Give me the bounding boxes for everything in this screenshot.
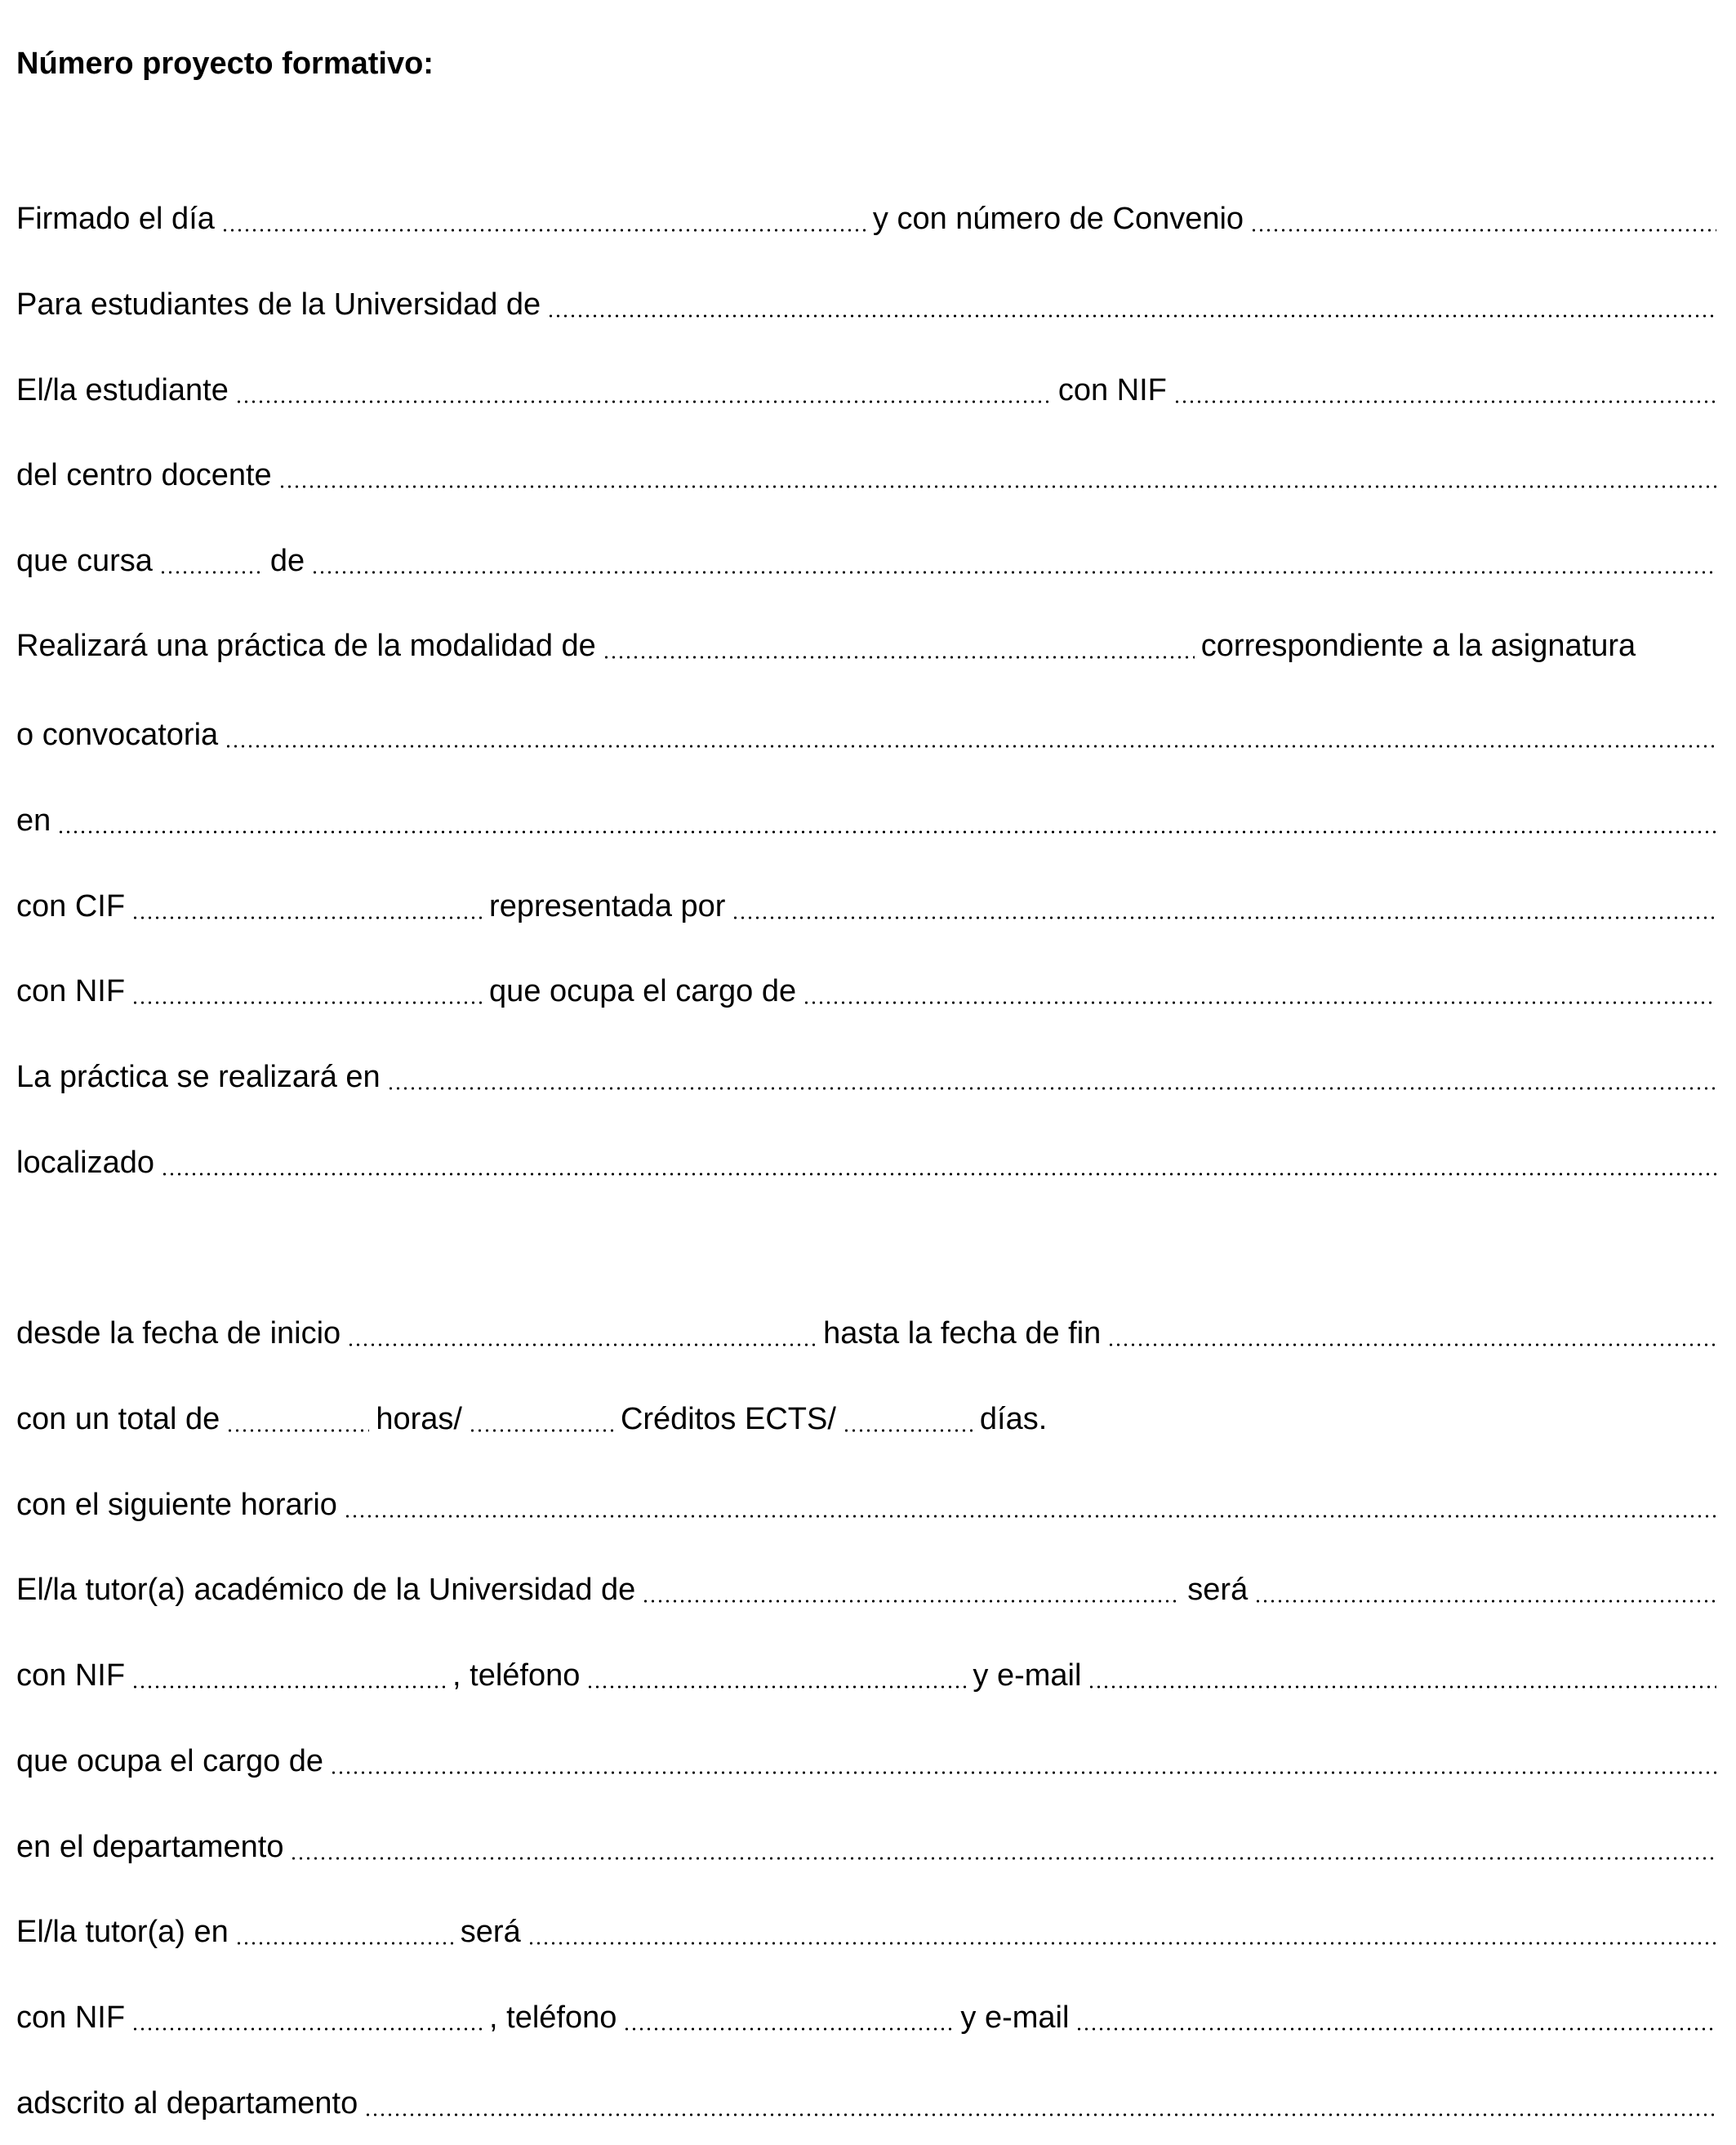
field-curso[interactable] xyxy=(159,536,264,585)
field-fecha-firma[interactable] xyxy=(221,194,866,243)
field-nif-estudiante[interactable] xyxy=(1173,366,1716,415)
field-fecha-inicio[interactable] xyxy=(347,1309,817,1358)
label-estudiante: El/la estudiante xyxy=(16,373,229,407)
label-lugar-practica: La práctica se realizará en xyxy=(16,1060,381,1094)
label-email-tutor-academico: y e-mail xyxy=(973,1658,1082,1693)
label-en: en xyxy=(16,803,51,838)
label-departamento-adscrito: adscrito al departamento xyxy=(16,2086,358,2121)
field-entidad-tutor[interactable] xyxy=(235,1907,454,1956)
field-convocatoria[interactable] xyxy=(225,710,1716,759)
line-total xyxy=(16,1395,1716,1444)
label-sera-tutor-entidad: será xyxy=(460,1915,521,1949)
label-telefono-tutor-academico: , teléfono xyxy=(452,1658,581,1693)
line-departamento-adscrito xyxy=(16,2079,1716,2128)
field-nif-tutor-entidad[interactable] xyxy=(131,1993,483,2042)
field-fecha-fin[interactable] xyxy=(1107,1309,1716,1358)
line-curso xyxy=(16,536,1716,585)
line-departamento xyxy=(16,1822,1716,1871)
line-contacto-tutor-entidad xyxy=(16,1993,1716,2042)
label-sera: será xyxy=(1187,1573,1249,1607)
label-centro-docente: del centro docente xyxy=(16,458,272,492)
label-modalidad: Realizará una práctica de la modalidad de xyxy=(16,629,596,663)
line-fechas xyxy=(16,1309,1716,1358)
field-nif-representante[interactable] xyxy=(131,967,483,1016)
label-departamento: en el departamento xyxy=(16,1830,284,1864)
label-nif-representante: con NIF xyxy=(16,974,126,1008)
field-lugar-practica[interactable] xyxy=(387,1052,1716,1101)
field-cargo-tutor-academico[interactable] xyxy=(330,1737,1716,1786)
field-departamento[interactable] xyxy=(290,1822,1716,1871)
label-nif-tutor-academico: con NIF xyxy=(16,1658,126,1693)
label-nif-tutor-entidad: con NIF xyxy=(16,2000,126,2035)
label-creditos-ects: Créditos ECTS/ xyxy=(620,1402,836,1436)
field-numero-convenio[interactable] xyxy=(1250,194,1716,243)
field-titulacion[interactable] xyxy=(311,536,1716,585)
document-title: Número proyecto formativo: xyxy=(16,47,434,81)
label-representada-por: representada por xyxy=(489,889,726,923)
label-nif-estudiante: con NIF xyxy=(1057,373,1167,407)
field-cargo-representante[interactable] xyxy=(803,967,1716,1016)
label-convocatoria: o convocatoria xyxy=(16,718,219,752)
line-centro-docente xyxy=(16,451,1716,500)
field-email-tutor-academico[interactable] xyxy=(1088,1651,1716,1700)
label-tutor-academico: El/la tutor(a) académico de la Universidad de xyxy=(16,1573,636,1607)
line-contacto-tutor-academico xyxy=(16,1651,1716,1700)
field-localizacion[interactable] xyxy=(161,1138,1716,1187)
field-tutor-entidad[interactable] xyxy=(527,1907,1716,1956)
line-cargo-representante xyxy=(16,967,1716,1016)
field-horario[interactable] xyxy=(344,1480,1716,1529)
field-estudiante[interactable] xyxy=(235,366,1052,415)
line-cargo-tutor-academico xyxy=(16,1737,1716,1786)
line-cif xyxy=(16,882,1716,931)
line-fecha-firma xyxy=(16,194,1716,243)
line-lugar-practica xyxy=(16,1052,1716,1101)
field-departamento-adscrito[interactable] xyxy=(364,2079,1716,2128)
field-modalidad[interactable] xyxy=(603,621,1195,670)
label-cargo-tutor-academico: que ocupa el cargo de xyxy=(16,1744,324,1778)
line-convocatoria xyxy=(16,710,1716,759)
line-modalidad xyxy=(16,621,1716,670)
field-universidad[interactable] xyxy=(547,280,1716,329)
label-tutor-entidad: El/la tutor(a) en xyxy=(16,1915,229,1949)
field-dias[interactable] xyxy=(843,1395,973,1444)
line-estudiante xyxy=(16,366,1716,415)
label-horario: con el siguiente horario xyxy=(16,1488,337,1522)
line-localizado xyxy=(16,1138,1716,1187)
field-entidad[interactable] xyxy=(57,796,1716,845)
field-horas[interactable] xyxy=(226,1395,369,1444)
label-cargo-representante: que ocupa el cargo de xyxy=(489,974,797,1008)
label-horas: horas/ xyxy=(376,1402,462,1436)
field-universidad-tutor[interactable] xyxy=(642,1565,1181,1614)
label-fecha-fin: hasta la fecha de fin xyxy=(823,1316,1102,1351)
field-representante[interactable] xyxy=(732,882,1716,931)
label-email-tutor-entidad: y e-mail xyxy=(960,2000,1070,2035)
label-asignatura: correspondiente a la asignatura xyxy=(1200,629,1636,663)
label-numero-convenio: y con número de Convenio xyxy=(872,202,1244,236)
label-total: con un total de xyxy=(16,1402,220,1436)
field-centro-docente[interactable] xyxy=(278,451,1716,500)
line-universidad xyxy=(16,280,1716,329)
label-cif: con CIF xyxy=(16,889,126,923)
line-horario xyxy=(16,1480,1716,1529)
label-fecha-inicio: desde la fecha de inicio xyxy=(16,1316,341,1351)
field-tutor-academico[interactable] xyxy=(1254,1565,1716,1614)
field-creditos[interactable] xyxy=(469,1395,614,1444)
line-entidad xyxy=(16,796,1716,845)
label-universidad: Para estudiantes de la Universidad de xyxy=(16,287,541,322)
label-que-cursa: que cursa xyxy=(16,544,153,578)
label-firmado-el-dia: Firmado el día xyxy=(16,202,215,236)
label-de: de xyxy=(269,544,305,578)
label-dias: días. xyxy=(979,1402,1048,1436)
line-tutor-entidad xyxy=(16,1907,1716,1956)
field-telefono-tutor-entidad[interactable] xyxy=(623,1993,954,2042)
line-tutor-academico xyxy=(16,1565,1716,1614)
field-email-tutor-entidad[interactable] xyxy=(1075,1993,1716,2042)
label-telefono-tutor-entidad: , teléfono xyxy=(489,2000,617,2035)
field-cif[interactable] xyxy=(131,882,483,931)
field-telefono-tutor-academico[interactable] xyxy=(586,1651,966,1700)
field-nif-tutor-academico[interactable] xyxy=(131,1651,446,1700)
label-localizado: localizado xyxy=(16,1146,154,1180)
